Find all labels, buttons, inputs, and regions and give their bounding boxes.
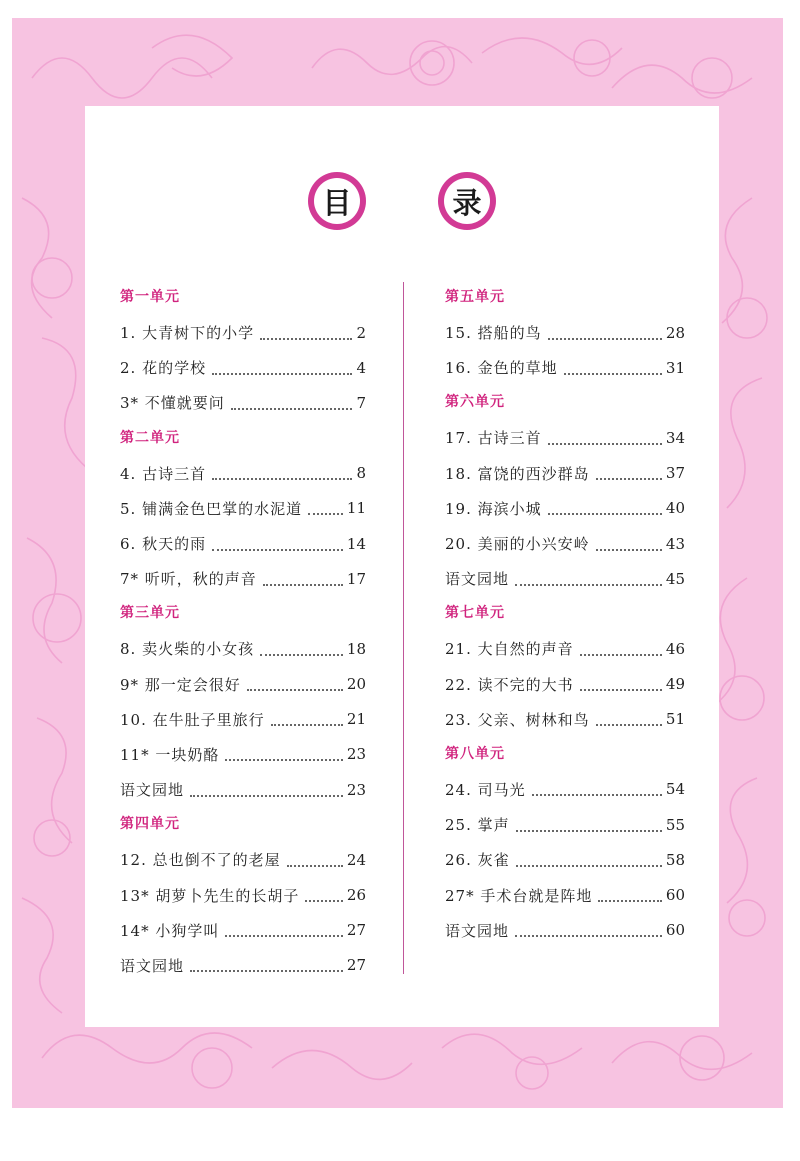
toc-entry-title: 15. 搭船的鸟: [445, 324, 542, 343]
dot-leader: [598, 900, 662, 902]
toc-entry[interactable]: [120, 456, 366, 491]
dot-leader: [596, 724, 662, 726]
title-char-2: 录: [444, 178, 490, 224]
toc-entry[interactable]: [120, 737, 366, 772]
toc-page-number: 4: [356, 358, 366, 377]
dot-leader: [548, 338, 662, 340]
toc-entry[interactable]: [445, 491, 685, 526]
dot-leader: [225, 759, 343, 761]
toc-entry[interactable]: [445, 877, 685, 912]
toc-entry-title: 2. 花的学校: [120, 359, 207, 378]
toc-page-number: 23: [346, 780, 366, 799]
toc-page-number: 14: [346, 534, 366, 553]
unit-heading: 第七单元: [445, 605, 505, 622]
toc-entry[interactable]: [445, 631, 685, 666]
dot-leader: [287, 865, 343, 867]
toc-page-number: 51: [665, 710, 685, 729]
toc-entry-title: 4. 古诗三首: [120, 464, 207, 483]
toc-entry[interactable]: [445, 350, 685, 385]
toc-page-number: 40: [665, 499, 685, 518]
unit-heading: 第二单元: [120, 429, 180, 446]
toc-page-number: 23: [346, 745, 366, 764]
dot-leader: [212, 373, 352, 375]
unit-heading: 第六单元: [445, 394, 505, 411]
toc-entry[interactable]: [120, 315, 366, 350]
toc-entry[interactable]: [120, 877, 366, 912]
toc-entry-title: 14* 小狗学叫: [120, 921, 220, 940]
toc-page-number: 11: [346, 499, 366, 518]
toc-page-number: 8: [356, 464, 366, 483]
toc-right-column: [445, 280, 685, 948]
toc-entry-title: 10. 在牛肚子里旅行: [120, 710, 265, 729]
toc-entry-title: 1. 大青树下的小学: [120, 324, 255, 343]
toc-entry-title: 7* 听听，秋的声音: [120, 570, 257, 589]
toc-page-number: 60: [665, 921, 685, 940]
toc-entry[interactable]: [120, 842, 366, 877]
toc-entry-title: 11* 一块奶酪: [120, 745, 220, 764]
toc-page-number: 34: [665, 428, 685, 447]
toc-entry-title: 25. 掌声: [445, 816, 510, 835]
dot-leader: [516, 830, 662, 832]
toc-page-number: 45: [665, 569, 685, 588]
toc-entry-title: 17. 古诗三首: [445, 429, 542, 448]
toc-entry[interactable]: [120, 385, 366, 420]
toc-page-number: 46: [665, 639, 685, 658]
toc-entry-title: 9* 那一定会很好: [120, 675, 241, 694]
toc-entry-title: 语文园地: [445, 921, 510, 940]
toc-entry-title: 26. 灰雀: [445, 851, 510, 870]
toc-page-number: 37: [665, 464, 685, 483]
dot-leader: [596, 478, 662, 480]
toc-page-number: 58: [665, 850, 685, 869]
toc-left-column: [120, 280, 366, 983]
toc-entry[interactable]: [120, 772, 366, 807]
toc-entry[interactable]: [445, 456, 685, 491]
dot-leader: [548, 443, 662, 445]
dot-leader: [548, 513, 662, 515]
toc-entry[interactable]: [445, 667, 685, 702]
toc-page-number: 18: [346, 639, 366, 658]
toc-entry-title: 18. 富饶的西沙群岛: [445, 464, 590, 483]
toc-entry-title: 语文园地: [120, 956, 185, 975]
toc-entry-title: 24. 司马光: [445, 780, 526, 799]
dot-leader: [564, 373, 662, 375]
toc-entry-title: 21. 大自然的声音: [445, 640, 574, 659]
toc-page-number: 27: [346, 921, 366, 940]
toc-entry-title: 27* 手术台就是阵地: [445, 886, 593, 905]
toc-entry[interactable]: [445, 702, 685, 737]
dot-leader: [231, 408, 353, 410]
toc-page-number: 55: [665, 815, 685, 834]
toc-entry-title: 23. 父亲、树林和鸟: [445, 710, 590, 729]
dot-leader: [532, 794, 662, 796]
column-divider: [403, 282, 404, 974]
toc-entry[interactable]: [120, 350, 366, 385]
toc-entry-title: 22. 读不完的大书: [445, 675, 574, 694]
toc-page-number: 21: [346, 710, 366, 729]
dot-leader: [263, 584, 343, 586]
toc-entry[interactable]: [120, 526, 366, 561]
dot-leader: [515, 935, 662, 937]
dot-leader: [580, 654, 662, 656]
toc-page-number: 27: [346, 956, 366, 975]
toc-entry-title: 6. 秋天的雨: [120, 535, 207, 554]
dot-leader: [580, 689, 662, 691]
title-char-1: 目: [314, 178, 360, 224]
dot-leader: [212, 478, 352, 480]
toc-page-number: 26: [346, 886, 366, 905]
toc-entry[interactable]: [445, 315, 685, 350]
title-badge-2: [438, 172, 496, 230]
toc-entry[interactable]: [445, 526, 685, 561]
unit-heading: 第八单元: [445, 745, 505, 762]
dot-leader: [308, 513, 343, 515]
toc-entry[interactable]: [445, 913, 685, 948]
toc-entry-title: 8. 卖火柴的小女孩: [120, 640, 255, 659]
toc-page-number: 28: [665, 323, 685, 342]
dot-leader: [247, 689, 343, 691]
toc-page-number: 31: [665, 358, 685, 377]
toc-entry[interactable]: [120, 561, 366, 596]
toc-entry-title: 语文园地: [120, 781, 185, 800]
dot-leader: [271, 724, 343, 726]
toc-page-number: 43: [665, 534, 685, 553]
dot-leader: [305, 900, 343, 902]
dot-leader: [260, 654, 343, 656]
dot-leader: [212, 549, 343, 551]
toc-page-number: 20: [346, 675, 366, 694]
toc-entry[interactable]: [120, 667, 366, 702]
toc-entry-title: 5. 铺满金色巴掌的水泥道: [120, 499, 303, 518]
toc-entry[interactable]: [445, 842, 685, 877]
toc-entry[interactable]: [445, 561, 685, 596]
toc-entry[interactable]: [445, 420, 685, 455]
toc-entry[interactable]: [120, 631, 366, 666]
dot-leader: [516, 865, 662, 867]
dot-leader: [596, 549, 662, 551]
toc-entry[interactable]: [120, 702, 366, 737]
toc-page-number: 7: [356, 393, 366, 412]
toc-entry[interactable]: [120, 913, 366, 948]
unit-heading: 第三单元: [120, 605, 180, 622]
toc-entry-title: 19. 海滨小城: [445, 499, 542, 518]
toc-entry-title: 3* 不懂就要问: [120, 394, 225, 413]
toc-page-number: 49: [665, 675, 685, 694]
dot-leader: [515, 584, 662, 586]
toc-entry-title: 16. 金色的草地: [445, 359, 558, 378]
unit-heading: 第五单元: [445, 289, 505, 305]
toc-entry-title: 语文园地: [445, 570, 510, 589]
title-badge-1: [308, 172, 366, 230]
toc-entry[interactable]: [120, 948, 366, 983]
toc-entry-title: 13* 胡萝卜先生的长胡子: [120, 886, 300, 905]
toc-page-number: 17: [346, 569, 366, 588]
toc-page-number: 24: [346, 850, 366, 869]
toc-entry-title: 12. 总也倒不了的老屋: [120, 851, 281, 870]
toc-page-number: 2: [356, 323, 366, 342]
toc-entry[interactable]: [120, 491, 366, 526]
toc-page-number: 54: [665, 780, 685, 799]
dot-leader: [190, 795, 343, 797]
unit-heading: 第四单元: [120, 816, 180, 833]
dot-leader: [190, 970, 343, 972]
dot-leader: [260, 338, 352, 340]
unit-heading: 第一单元: [120, 289, 180, 305]
toc-entry-title: 20. 美丽的小兴安岭: [445, 535, 590, 554]
toc-entry[interactable]: [445, 772, 685, 807]
dot-leader: [225, 935, 343, 937]
toc-page-number: 60: [665, 886, 685, 905]
toc-entry[interactable]: [445, 807, 685, 842]
